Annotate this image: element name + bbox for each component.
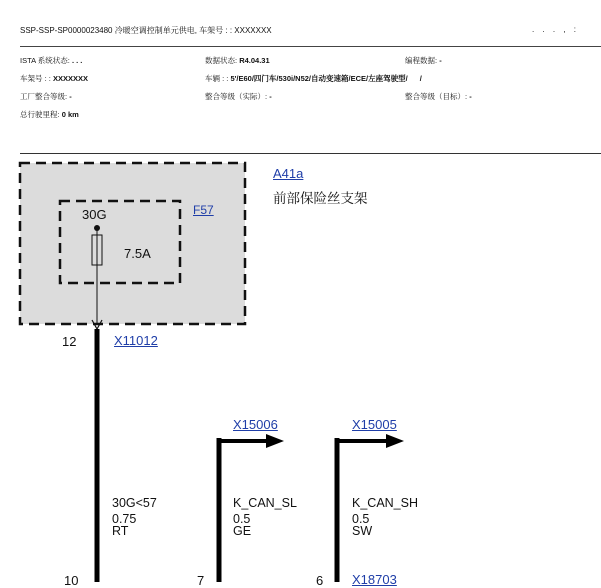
pin-10: 10: [64, 573, 79, 588]
wire3-size: 0.5: [352, 512, 370, 526]
arrow-x15005: [386, 434, 404, 448]
wire2-color: GE: [233, 524, 252, 538]
fuse-terminal-label: 30G: [82, 207, 107, 222]
connector-link-x18703[interactable]: X18703: [352, 572, 397, 587]
component-link-a41a[interactable]: A41a: [273, 166, 304, 181]
data-status: 数据状态: R4.04.31: [205, 56, 270, 65]
vin: 车架号 : : XXXXXXX: [20, 74, 88, 83]
connector-link-x11012[interactable]: X11012: [114, 333, 158, 348]
connector-link-x15006[interactable]: X15006: [233, 417, 278, 432]
wire2-size: 0.5: [233, 512, 251, 526]
programming-data: 编程数据: -: [405, 56, 442, 65]
factory-integration: 工厂整合等级: -: [20, 92, 72, 101]
vehicle: 车辆 : : 5'/E60/四门车/530i/N52/自动变速箱/ECE/左座驾驶型/ /: [205, 74, 422, 83]
arrow-x15006: [266, 434, 284, 448]
wire2-label: [233, 497, 297, 537]
wire1-signal: 30G<57: [112, 496, 157, 510]
wire3-label: [352, 497, 418, 537]
pin-7: 7: [197, 573, 205, 588]
connector-link-x15005[interactable]: X15005: [352, 417, 397, 432]
wire1-color: RT: [112, 524, 129, 538]
wire2-signal: K_CAN_SL: [233, 496, 297, 510]
integration-target: 整合等级（目标）: -: [405, 92, 472, 101]
integration-actual: 整合等级（实际）: -: [205, 92, 272, 101]
wire1-size: 0.75: [112, 512, 137, 526]
component-name: 前部保险丝支架: [273, 191, 368, 206]
header-dots: . . . , :: [531, 25, 579, 34]
page-title: SSP-SSP-SP0000023480 冷暖空调控制单元供电, 车架号 : : XXXXXXX: [20, 26, 272, 35]
mileage: 总行驶里程: 0 km: [20, 110, 79, 119]
ista-status: ISTA 系统状态: . . .: [20, 56, 83, 65]
fuse-holder-box: [20, 163, 245, 324]
wire3-signal: K_CAN_SH: [352, 496, 418, 510]
pin-6: 6: [316, 573, 324, 588]
pin-12: 12: [62, 334, 77, 349]
fuse-rating: 7.5A: [124, 246, 151, 261]
wire1-label: [112, 497, 157, 537]
wire3-color: SW: [352, 524, 373, 538]
fuse-link-f57[interactable]: F57: [193, 203, 214, 217]
